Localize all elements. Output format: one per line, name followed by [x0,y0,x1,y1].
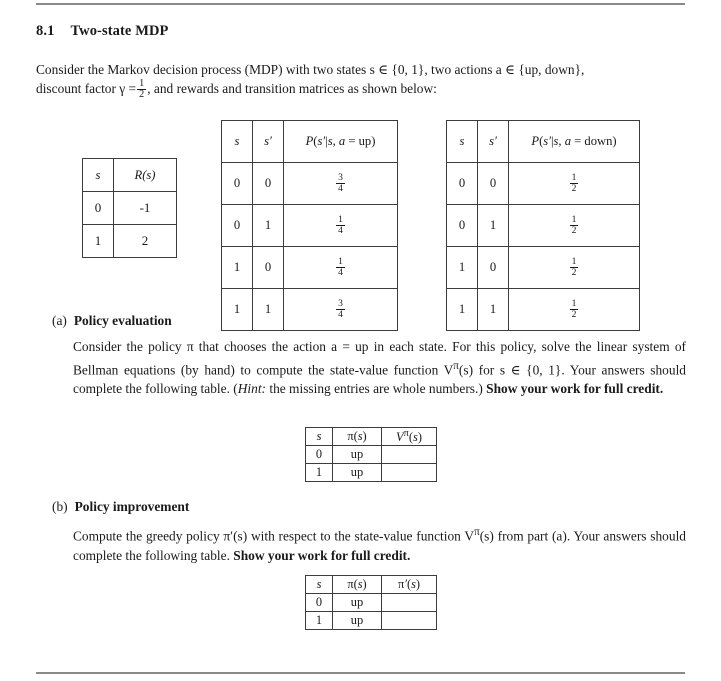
cell-greedy-policy-answer[interactable] [382,594,437,612]
part-a-title: Policy evaluation [73,313,172,328]
fraction-numerator: 3 [338,298,343,310]
cell-state: 1 [306,612,333,630]
column-header-probability: P(s′|s, a = down) [509,121,640,163]
policy-evaluation-table [305,427,437,482]
cell-policy-action: up [333,594,382,612]
table-row [222,163,398,205]
action-name-up: up [358,134,372,148]
table-row [83,225,177,258]
table-row [306,446,437,464]
intro-line-2-prefix: discount factor γ = [36,81,137,97]
cell-next-state: 0 [478,247,509,289]
table-row [447,289,640,331]
fraction-numerator: 1 [571,298,577,310]
fraction-denominator: 2 [571,309,577,320]
cell-greedy-policy-answer[interactable] [382,612,437,630]
cell-state: 0 [222,205,253,247]
cell-state: 1 [447,247,478,289]
fraction-numerator: 3 [338,172,343,184]
table-header-row [306,428,437,446]
fraction-numerator: 1 [571,256,577,268]
fraction-numerator: 1 [571,172,577,184]
page-title [36,23,169,40]
table-header-row [447,121,640,163]
cell-probability [509,247,640,289]
cell-probability [509,205,640,247]
table-header-row [83,159,177,192]
column-header-greedy-policy: π′(s) [382,576,437,594]
header-rule [36,3,685,5]
superscript-pi: π [474,526,480,538]
action-name-down: down [584,134,613,148]
transition-table-down [446,120,640,331]
reward-table [82,158,177,258]
policy-improvement-table [305,575,437,630]
cell-next-state: 0 [253,247,284,289]
cell-state: 0 [306,446,333,464]
fraction-denominator: 4 [338,225,343,236]
part-a-heading [52,313,172,329]
table-row [447,205,640,247]
cell-probability [509,163,640,205]
fraction-denominator: 2 [571,225,577,236]
cell-state: 1 [222,247,253,289]
table-row [306,612,437,630]
discount-factor-fraction [137,79,146,101]
section-title: Two-state MDP [70,23,169,39]
fraction-numerator: 1 [338,214,343,226]
part-a-marker: (a) [52,313,67,328]
cell-reward: -1 [114,192,177,225]
intro-paragraph [36,60,686,101]
cell-state: 0 [447,163,478,205]
cell-state: 1 [222,289,253,331]
cell-state: 0 [447,205,478,247]
cell-probability [284,289,398,331]
cell-next-state: 1 [253,205,284,247]
superscript-pi: π [453,359,459,372]
cell-state: 0 [222,163,253,205]
part-b-marker: (b) [52,499,68,514]
table-header-row [306,576,437,594]
part-a-text-1: Consider the policy π that chooses the action a = up in each state. For this policy, solve the linear system of Bellman equations (by hand) to compute the state-value function V [73,339,686,377]
part-b-title: Policy improvement [74,499,190,514]
fraction-denominator: 2 [571,183,577,194]
cell-next-state: 0 [478,163,509,205]
intro-line-2 [36,79,686,101]
column-header-state: s [306,576,333,594]
fraction-numerator: 1 [139,78,145,89]
fraction-denominator: 4 [338,309,343,320]
column-header-state: s [306,428,333,446]
cell-next-state: 1 [253,289,284,331]
cell-state: 0 [83,192,114,225]
column-header-state: s [222,121,253,163]
fraction-numerator: 1 [571,214,577,226]
section-number: 8.1 [36,23,55,39]
column-header-value: $V^\pi(s)$ [382,428,437,446]
fraction-numerator: 1 [338,256,343,268]
column-header-policy: π(s) [333,576,382,594]
part-b-heading [52,499,189,515]
part-b-bold-tail: Show your work for full credit. [233,547,411,563]
cell-reward: 2 [114,225,177,258]
table-row [306,594,437,612]
table-row [306,464,437,482]
cell-policy-action: up [333,446,382,464]
cell-probability [284,205,398,247]
cell-policy-action: up [333,612,382,630]
footer-rule [36,672,685,674]
cell-next-state: 1 [478,289,509,331]
cell-next-state: 0 [253,163,284,205]
column-header-state: s [447,121,478,163]
cell-state: 1 [447,289,478,331]
cell-value-answer[interactable] [382,464,437,482]
column-header-next-state: s′ [478,121,509,163]
cell-policy-action: up [333,464,382,482]
part-b-text-1: Compute the greedy policy π′(s) with respect to the state-value function V [73,528,475,544]
table-row [83,192,177,225]
table-row [447,163,640,205]
table-row [447,247,640,289]
transition-table-up [221,120,398,331]
intro-line-2-suffix: , and rewards and transition matrices as shown below: [147,81,437,97]
column-header-reward: R(s) [114,159,177,192]
fraction-denominator: 4 [338,267,343,278]
column-header-policy: π(s) [333,428,382,446]
column-header-state: s [83,159,114,192]
cell-state: 0 [306,594,333,612]
fraction-denominator: 2 [571,267,577,278]
column-header-next-state: s′ [253,121,284,163]
part-b-body [73,523,686,565]
table-row [222,247,398,289]
intro-line-1: Consider the Markov decision process (MDP) with two states s ∈ {0, 1}, two actions a ∈ {up, down}, [36,62,585,77]
column-header-probability: P(s′|s, a = up) [284,121,398,163]
part-a-text-3: the missing entries are whole numbers.) [266,381,487,397]
cell-probability [284,163,398,205]
fraction-denominator: 2 [139,89,145,101]
fraction-denominator: 4 [338,183,343,194]
cell-probability [284,247,398,289]
part-a-bold-tail: Show your work for full credit. [486,381,664,397]
part-a-body [73,337,686,399]
part-a-hint-word: Hint: [237,381,266,397]
cell-state: 1 [83,225,114,258]
cell-probability [509,289,640,331]
part-a-text-2: (s) for s ∈ {0, 1}. Your answers should complete the following table. ( [73,361,686,397]
table-row [222,289,398,331]
cell-value-answer[interactable] [382,446,437,464]
table-row [222,205,398,247]
table-header-row [222,121,398,163]
cell-next-state: 1 [478,205,509,247]
part-b-text-2: (s) from part (a). Your answers should complete the following table. [73,528,686,563]
cell-state: 1 [306,464,333,482]
